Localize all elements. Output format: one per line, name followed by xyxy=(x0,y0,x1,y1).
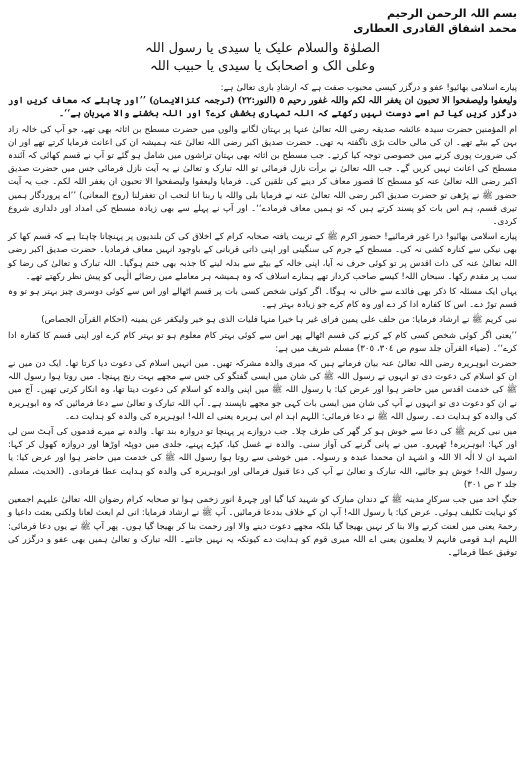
paragraph: ام المؤمنین حضرت سیدہ عائشہ صدیقہ رضی اللہ تعالیٰ عنہا پر بہتان لگانے والوں میں حضرت مسطح بن اثاثہ بھی تھے، جو آپ کی خالہ زاد بہن کے بیٹے تھے۔ ان کی مالی حالت بڑی ناگفتہ بہ تھی۔ حضرت صدیق اکبر رضی اللہ تعالیٰ عنہ ہمیشہ ان کی اعانت فرمایا کرتے تھے اور ان کی ضرورت پوری کرنے میں خصوصی توجہ کیا کرتے۔ جب مسطح بن اثاثہ بھی بہتان تراشوں میں شامل ہو گئے تو آپ نے قسم کھائی کہ آئندہ مسطح کی اعانت نہیں کریں گے۔ جب اللہ تعالیٰ نے برأت نازل فرمائی تو اللہ تبارک و تعالیٰ نے یہ آیت نازل فرمائی جس میں حضرت صدیق اکبر رضی اللہ تعالیٰ عنہ کو مسطح کا قصور معاف کر دینے کی تلقین کی۔ فرمایا ولیعفوا ولیصفحوا الا تحبون ان یغفر اللہ لکم۔ جب یہ آیت حضور ﷺ نے پڑھی تو حضرت صدیق اکبر رضی اللہ تعالیٰ عنہ نے فرمایا بلی واللہ یا ربنا انا لنحب ان تغفرلنا (روح المعانی) ’’اے پروردگار ہمیں تیری قسم، ہم اس بات کو پسند کرتے ہیں کہ تو ہمیں معاف فرمادے‘‘۔ اور آپ نے پہلے سے بھی زیادہ مسطح کی امداد اور دلداری شروع کردی۔ xyxy=(8,124,517,228)
paragraph: ’’یعنی اگر کوئی شخص کسی کام کے کرنے کی قسم اٹھالے پھر اس سے کوئی بہتر کام معلوم ہو تو بہتر کام کرے اور اپنی قسم کا کفارہ ادا کرے‘‘۔ (ضیاء القرآن جلد سوم ص ٣٠٤، ٣٠٥) مسلم شریف میں ہے: xyxy=(8,330,517,354)
paragraph: جنگِ احد میں جب سرکارِ مدینہ ﷺ کے دندان مبارک کو شہید کیا گیا اور چہرۂ انور زخمی ہوا تو صحابہ کرام رضوان اللہ تعالیٰ علیہم اجمعین کو نہایت تکلیف ہوئی۔ عرض کیا: یا رسول اللہ! آپ ان کے خلاف بددعا فرمائیں۔ آپ ﷺ نے ارشاد فرمایا: انی لم ابعث لعانا ولکنی بعثت داعیا و رحمۃ یعنی میں لعنت کرنے والا بنا کر نہیں بھیجا گیا بلکہ مجھے دعوت دینے والا اور رحمت بنا کر بھیجا گیا ہوں۔ پھر آپ ﷺ نے یوں دعا فرمائی: اللہم اہد قومی فانہم لا یعلمون یعنی اے اللہ میری قوم کو ہدایت دے کیونکہ یہ نہیں جانتے۔ اللہ تبارک و تعالیٰ ہمیں بھی عفو و درگزر کی توفیق عطا فرمائے۔ xyxy=(8,495,517,558)
salutation-line-1: الصلوٰۃ والسلام علیک یا سیدی یا رسول اللہ xyxy=(144,41,381,56)
article-body xyxy=(8,82,517,560)
paragraph: حضرت ابوہریرہ رضی اللہ تعالیٰ عنہ بیان فرماتے ہیں کہ میری والدہ مشرکہ تھیں۔ میں انہیں اسلام کی دعوت دیا کرتا تھا۔ ایک دن میں نے ان کو اسلام کی دعوت دی تو انہوں نے رسول اللہ ﷺ کی شان میں ایسی گفتگو کی جس سے مجھے بہت رنج پہنچا۔ میں روتا ہوا رسول اللہ ﷺ کی خدمت اقدس میں حاضر ہوا اور عرض کیا: یا رسول اللہ ﷺ میں اپنی والدہ کو اسلام کی دعوت دیتا تھا، وہ انکار کرتی تھیں۔ آج میں نے ان کو دعوت دی تو انہوں نے آپ کی شان میں ایسی بات کہی جو مجھے ناپسند ہے۔ آپ اللہ تبارک و تعالیٰ سے دعا فرمائیں کہ وہ ابوہریرہ کی والدہ کو ہدایت دے۔ رسول اللہ ﷺ نے دعا فرمائی: اللہم اہد ام ابی ہریرہ یعنی اے اللہ! ابوہریرہ کی والدہ کو ہدایت دے۔ xyxy=(8,359,517,422)
paragraph-quran-verse: ولیعفوا ولیصفحوا الا تحبون ان یغفر اللہ لکم واللہ غفور رحیم ٥ (النور:٢٢) (ترجمہ کنزالایمان) ’’اور چاہئے کہ معاف کریں اور درگزر کریں کیا تم اسے دوست نہیں رکھتے کہ اللہ تمہاری بخشش کرے؟ اور اللہ بخشنے والا مہربان ہے‘‘۔ xyxy=(8,96,518,120)
paragraph: میں نبی کریم ﷺ کی دعا سے خوش ہو کر گھر کی طرف چلا۔ جب دروازے پر پہنچا تو دروازہ بند تھا۔ والدہ نے میرے قدموں کی آہٹ سن لی اور کہا: ابوہریرہ! ٹھہرو۔ میں نے پانی گرنے کی آواز سنی۔ والدہ نے غسل کیا، کپڑے پہنے، جلدی میں دوپٹہ اوڑھا اور دروازہ کھول کر کہا: اشہد ان لا الٰہ الا اللہ و اشہد ان محمدا عبدہ و رسولہ۔ میں خوشی سے روتا ہوا رسول اللہ ﷺ کی خدمت میں حاضر ہوا اور عرض کیا: یا رسول اللہ! خوش ہو جائیے، اللہ تبارک و تعالیٰ نے آپ کی دعا قبول فرمالی اور ابوہریرہ کی والدہ کو ہدایت عطا فرمادی۔ (الحدیث، مسلم جلد ٢ ص ٣٠١) xyxy=(8,427,517,490)
bismillah-heading: بسم اللہ الرحمن الرحیم xyxy=(386,7,517,20)
paragraph: پیارے اسلامی بھائیو! عفو و درگزر کیسی محبوب صفت ہے کہ ارشادِ باری تعالیٰ ہے: xyxy=(220,83,517,93)
salutation-line-2: وعلی الک و اصحابک یا سیدی یا حبیب اللہ xyxy=(149,59,376,74)
paragraph: یہاں ایک مسئلہ کا ذکر بھی فائدے سے خالی نہ ہوگا۔ اگر کوئی شخص کسی بات پر قسم اٹھالے اور اس سے کوئی دوسری چیز بہتر ہو تو وہ قسم توڑ دے۔ اس کا کفارہ ادا کر دے اور وہ کام کرے جو زیادہ بہتر ہے۔ xyxy=(8,287,517,311)
paragraph: پیارے اسلامی بھائیو! ذرا غور فرمائیے! حضور اکرم ﷺ کے تربیت یافتہ صحابہ کرام کے اخلاق کی کن بلندیوں پر پہنچانا چاہتا ہے کہ قسم کھا کر بھی نیکی سے کنارہ کشی نہ کی۔ مسطح کے جرم کی سنگینی اور اپنی ذاتی قربانی کے باوجود انہیں معاف فرمادیا۔ حضرت صدیق اکبر رضی اللہ تعالیٰ عنہ کی ذات اقدس پر تو کوئی حرف نہ آیا، اپنی خالہ کے بیٹے سے بدلہ لینے کا جذبہ بھی ختم ہوگیا۔ اللہ تبارک و تعالیٰ کی رضا کو سب پر مقدم رکھا۔ سبحان اللہ! کیسے صاحب کردار تھے ہمارے اسلاف کہ وہ ہمیشہ ہر معاملے میں رضائے الٰہی کو پیش نظر رکھتے تھے۔ xyxy=(8,232,517,282)
paragraph-hadith: نبی کریم ﷺ نے ارشاد فرمایا: من حلف علی یمین فرای غیر ہا خیرا منہا فلیات الذی ہو خیر ولیکفر عن یمینہ (احکام القرآن الجصاص) xyxy=(41,315,517,326)
author-name: محمد اشفاق القادری العطاری xyxy=(353,22,517,35)
